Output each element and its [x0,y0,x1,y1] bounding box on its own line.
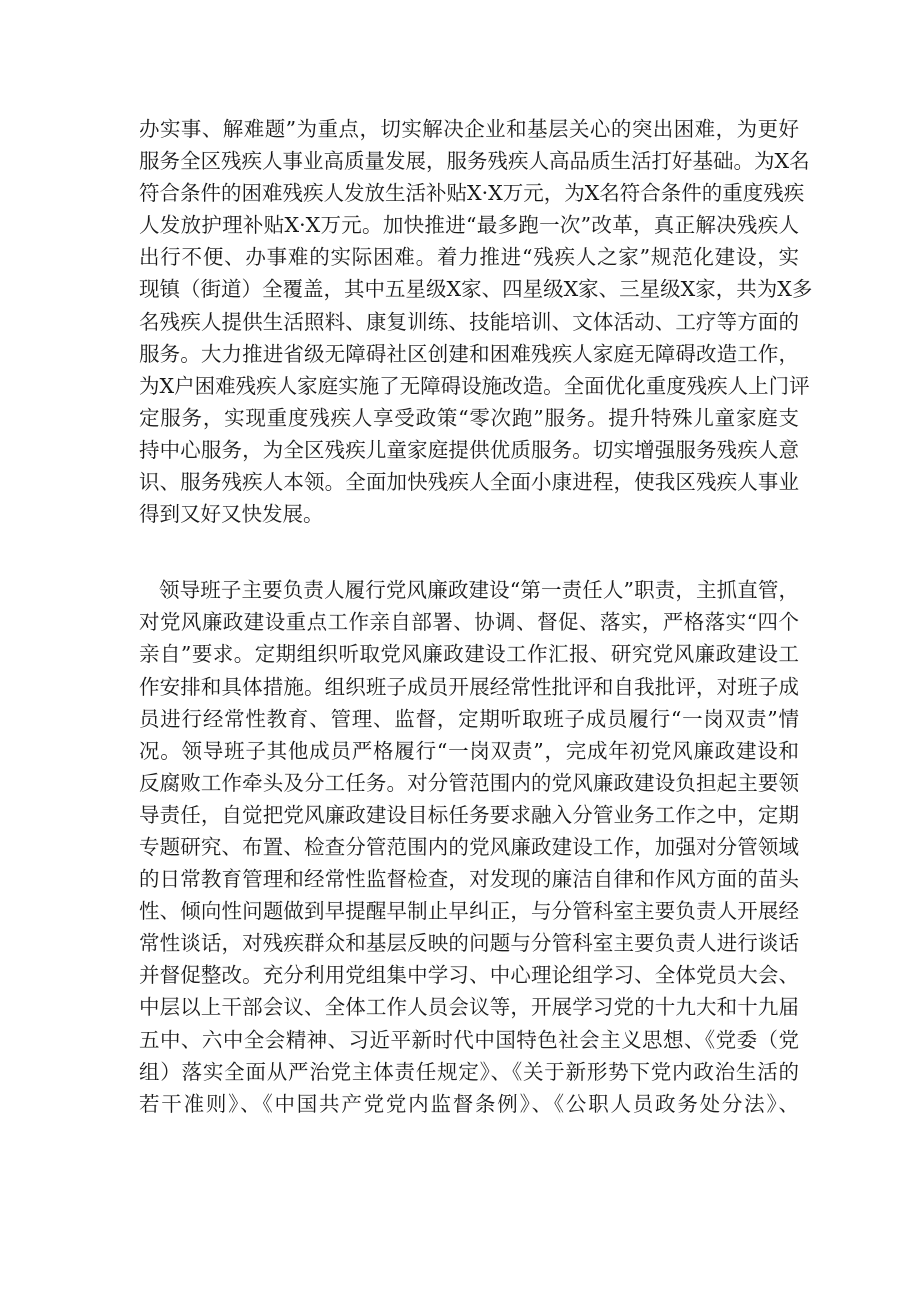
text-line: 持中心服务，为全区残疾儿童家庭提供优质服务。切实增强服务残疾人意 [139,437,799,462]
text-line: 人发放护理补贴X·X万元。加快推进“最多跑一次”改革，真正解决残疾人 [139,213,799,238]
text-line: 现镇（街道）全覆盖，其中五星级X家、四星级X家、三星级X家，共为X多 [139,277,813,302]
text-line: 员进行经常性教育、管理、监督，定期听取班子成员履行“一岗双责”情 [139,706,799,731]
text-line: 专题研究、布置、检查分管范围内的党风廉政建设工作，加强对分管领域 [139,834,799,859]
text-line: 服务。大力推进省级无障碍社区创建和困难残疾人家庭无障碍改造工作， [139,341,799,366]
paragraph-2 [139,574,799,1120]
text-line: 领导班子主要负责人履行党风廉政建设“第一责任人”职责，主抓直管， [159,578,799,603]
text-line: 符合条件的困难残疾人发放生活补贴X·X万元，为X名符合条件的重度残疾 [139,181,805,206]
text-line: 得到又好又快发展。 [139,502,324,527]
text-line: 性、倾向性问题做到早提醒早制止早纠正，与分管科室主要负责人开展经 [139,899,799,924]
text-line: 为X户困难残疾人家庭实施了无障碍设施改造。全面优化重度残疾人上门评 [139,373,810,398]
text-line: 中层以上干部会议、全体工作人员会议等，开展学习党的十九大和十九届 [139,995,799,1020]
text-line: 出行不便、办事难的实际困难。着力推进“残疾人之家”规范化建设，实 [139,245,799,270]
text-line: 组）落实全面从严治党主体责任规定》、《关于新形势下党内政治生活的 [139,1059,799,1084]
text-line: 若干准则》、《中国共产党党内监督条例》、《公职人员政务处分法》、 [139,1091,799,1116]
document-body [139,113,813,1120]
text-line: 作安排和具体措施。组织班子成员开展经常性批评和自我批评，对班子成 [139,674,799,699]
text-line: 对党风廉政建设重点工作亲自部署、协调、督促、落实，严格落实“四个 [139,610,799,635]
paragraph-gap [139,530,799,574]
text-line: 况。领导班子其他成员严格履行“一岗双责”，完成年初党风廉政建设和 [139,738,799,763]
paragraph-1 [139,113,813,530]
text-line: 定服务，实现重度残疾人享受政策“零次跑”服务。提升特殊儿童家庭支 [139,405,799,430]
text-line: 的日常教育管理和经常性监督检查，对发现的廉洁自律和作风方面的苗头 [139,867,799,892]
text-line: 常性谈话，对残疾群众和基层反映的问题与分管科室主要负责人进行谈话 [139,931,799,956]
text-line: 并督促整改。充分利用党组集中学习、中心理论组学习、全体党员大会、 [139,963,799,988]
text-line: 办实事、解难题”为重点，切实解决企业和基层关心的突出困难，为更好 [139,117,799,141]
text-line: 反腐败工作牵头及分工任务。对分管范围内的党风廉政建设负担起主要领 [139,770,799,795]
text-line: 五中、六中全会精神、习近平新时代中国特色社会主义思想、《党委（党 [139,1027,799,1052]
text-line: 服务全区残疾人事业高质量发展，服务残疾人高品质生活打好基础。为X名 [139,149,810,174]
text-line: 识、服务残疾人本领。全面加快残疾人全面小康进程，使我区残疾人事业 [139,470,799,495]
text-line: 亲自”要求。定期组织听取党风廉政建设工作汇报、研究党风廉政建设工 [139,642,799,667]
text-line: 导责任，自觉把党风廉政建设目标任务要求融入分管业务工作之中，定期 [139,802,799,827]
text-line: 名残疾人提供生活照料、康复训练、技能培训、文体活动、工疗等方面的 [139,309,799,334]
